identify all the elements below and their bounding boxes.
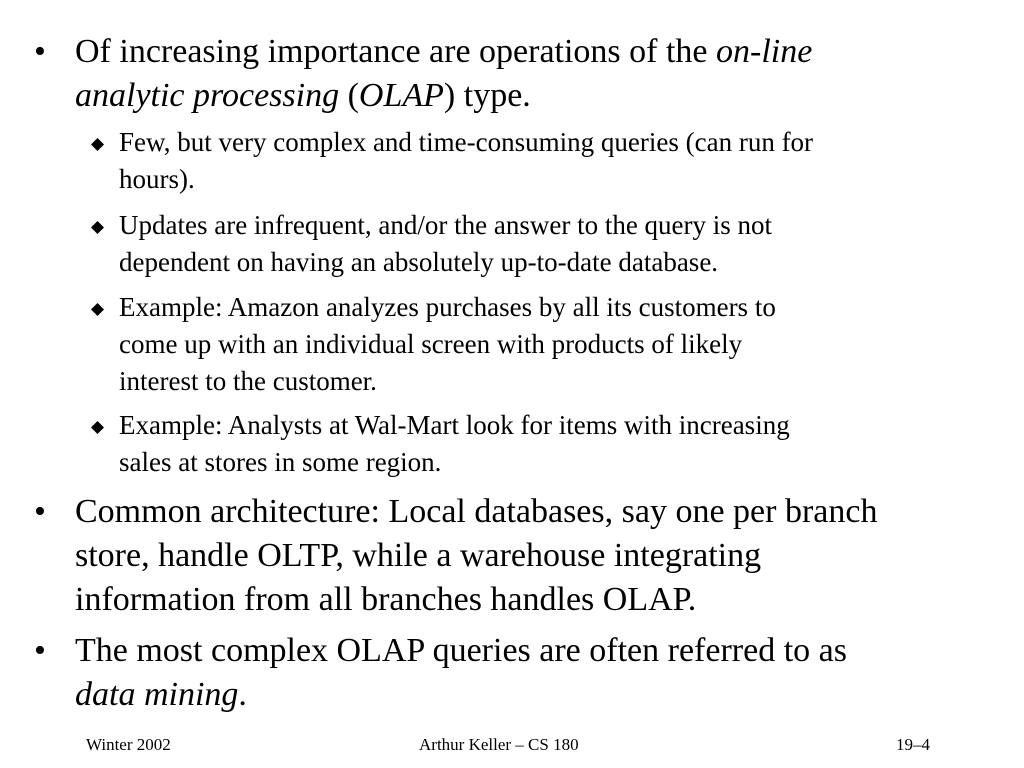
bullet-line: information from all branches handles OLAP. — [75, 581, 697, 618]
subbullet-line: sales at stores in some region. — [119, 447, 442, 477]
bullet-architecture — [34, 490, 1020, 622]
subbullet-complex-queries — [119, 124, 1019, 198]
bullet-line: analytic processing (OLAP) type. — [75, 77, 531, 114]
subbullet-amazon — [119, 289, 1019, 400]
bullet-dot: • — [34, 632, 46, 669]
diamond-bullet-icon — [91, 303, 104, 316]
bullet-line: Of increasing importance are operations of the on-line — [75, 33, 813, 70]
diamond-bullet-icon — [91, 221, 104, 234]
bullet-olap — [34, 30, 1020, 118]
footer-center: Arthur Keller – CS 180 — [419, 735, 579, 754]
subbullet-line: Example: Analysts at Wal-Mart look for items with increasing — [119, 410, 790, 440]
bullet-data-mining — [34, 629, 1020, 717]
subbullet-line: come up with an individual screen with products of likely — [119, 329, 743, 359]
subbullet-line: Example: Amazon analyzes purchases by all its customers to — [119, 292, 776, 322]
subbullet-walmart — [119, 407, 1019, 481]
subbullet-line: Few, but very complex and time-consuming queries (can run for — [119, 127, 814, 157]
bullet-line: The most complex OLAP queries are often referred to as — [75, 632, 847, 669]
footer-left: Winter 2002 — [86, 735, 171, 754]
diamond-bullet-icon — [91, 138, 104, 151]
subbullet-line: interest to the customer. — [119, 366, 377, 396]
bullet-line: data mining. — [75, 676, 247, 713]
bullet-dot: • — [34, 33, 46, 70]
subbullet-line: Updates are infrequent, and/or the answer to the query is not — [119, 210, 773, 240]
bullet-line: store, handle OLTP, while a warehouse integrating — [75, 537, 762, 574]
bullet-line: Common architecture: Local databases, say one per branch — [75, 493, 878, 530]
bullet-dot: • — [34, 493, 46, 530]
subbullet-line: hours). — [119, 164, 195, 194]
subbullet-updates — [119, 207, 1019, 281]
footer-page-number: 19–4 — [896, 735, 930, 754]
subbullet-line: dependent on having an absolutely up-to-date database. — [119, 247, 719, 277]
diamond-bullet-icon — [91, 421, 104, 434]
